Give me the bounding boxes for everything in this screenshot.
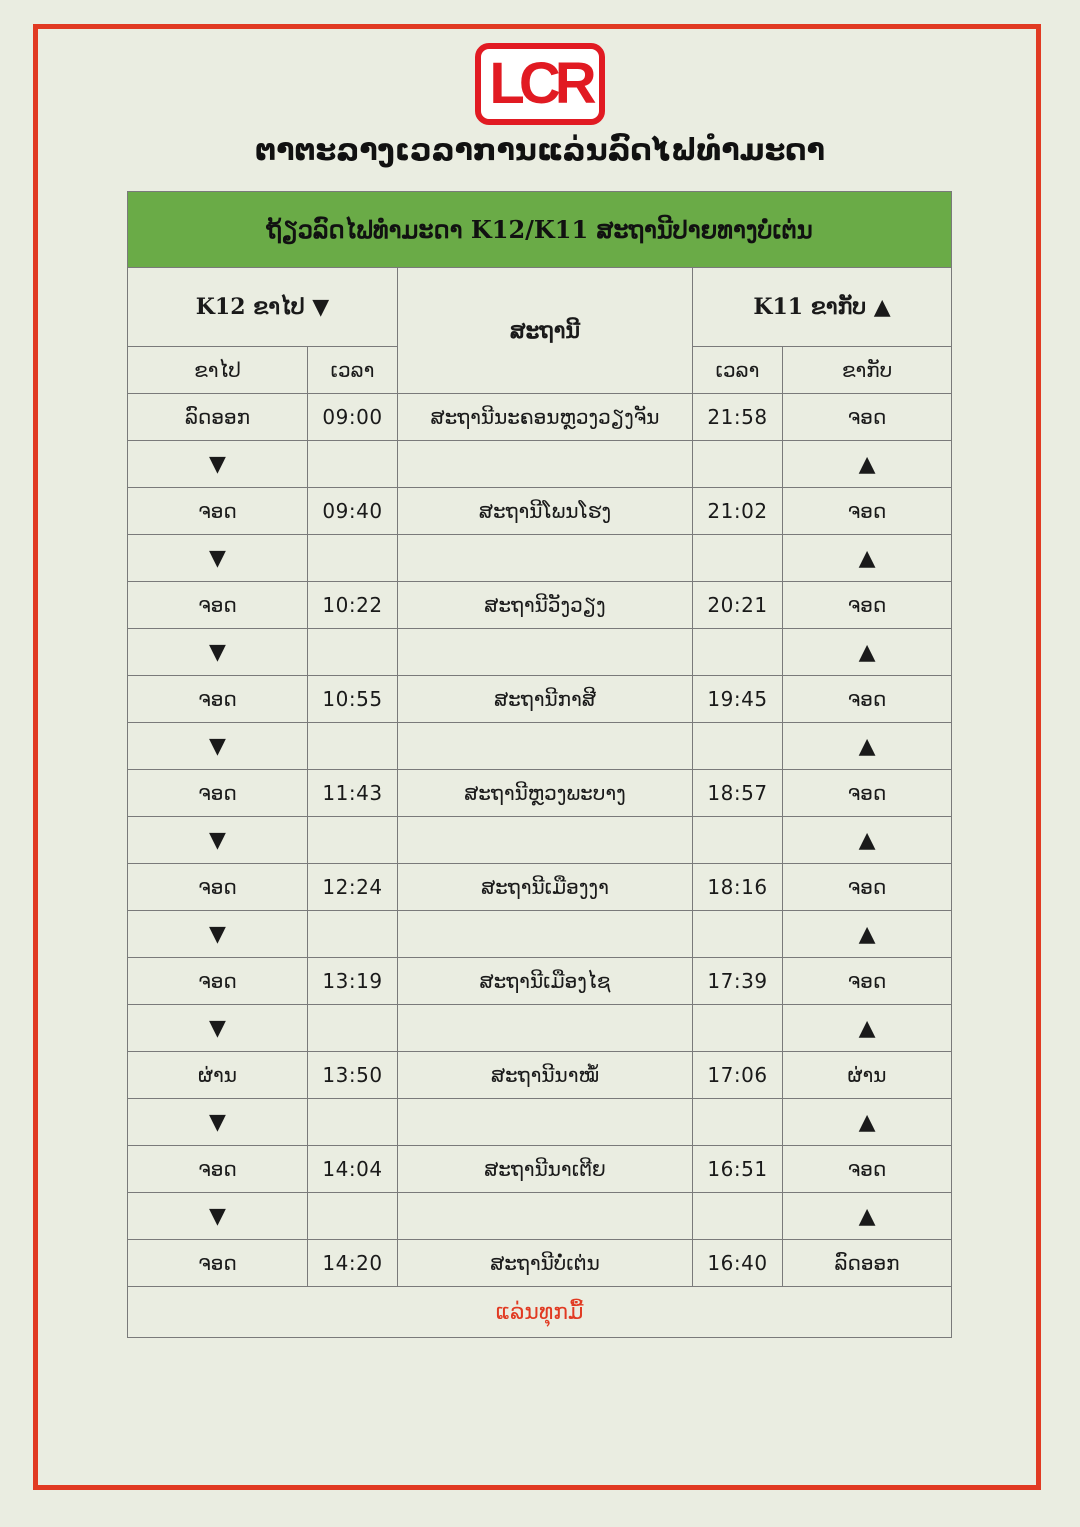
down-arrow-icon: ▼	[128, 1099, 308, 1146]
arrow-row	[128, 911, 952, 958]
k11-time: 17:39	[693, 958, 783, 1005]
station-name: ສະຖານີນາເຕີຍ	[398, 1146, 693, 1193]
k12-time: 14:04	[308, 1146, 398, 1193]
up-arrow-icon: ▲	[783, 1005, 952, 1052]
k12-time: 09:40	[308, 488, 398, 535]
k12-time: 10:22	[308, 582, 398, 629]
k11-status: ຈອດ	[783, 488, 952, 535]
k11-time: 21:58	[693, 394, 783, 441]
k11-status: ຈອດ	[783, 676, 952, 723]
k12-status: ຈອດ	[128, 1146, 308, 1193]
station-header: ສະຖານີ	[398, 268, 693, 394]
empty-cell	[398, 535, 693, 582]
up-arrow-icon: ▲	[783, 723, 952, 770]
daily-note: ແລ່ນທຸກມື້	[128, 1287, 952, 1338]
empty-cell	[398, 1193, 693, 1240]
k11-time-header: ເວລາ	[693, 347, 783, 394]
station-row	[128, 1240, 952, 1287]
empty-cell	[308, 1099, 398, 1146]
up-arrow-icon: ▲	[783, 817, 952, 864]
k12-status: ຈອດ	[128, 676, 308, 723]
down-arrow-icon: ▼	[128, 723, 308, 770]
up-arrow-icon: ▲	[783, 1193, 952, 1240]
k11-time: 18:16	[693, 864, 783, 911]
down-arrow-icon: ▼	[128, 535, 308, 582]
empty-cell	[308, 1193, 398, 1240]
empty-cell	[308, 1005, 398, 1052]
down-arrow-icon: ▼	[128, 817, 308, 864]
arrow-row	[128, 629, 952, 676]
empty-cell	[308, 817, 398, 864]
empty-cell	[398, 817, 693, 864]
k12-time: 13:50	[308, 1052, 398, 1099]
k12-status: ຈອດ	[128, 770, 308, 817]
schedule-table	[127, 191, 952, 1338]
station-row	[128, 864, 952, 911]
up-arrow-icon: ▲	[783, 441, 952, 488]
up-arrow-icon: ▲	[783, 1099, 952, 1146]
arrow-row	[128, 723, 952, 770]
station-row	[128, 1146, 952, 1193]
empty-cell	[308, 441, 398, 488]
page-title: ຕາຕະລາງເວລາການແລ່ນລົດໄຟທຳມະດາ	[255, 133, 825, 168]
footer-row	[128, 1287, 952, 1338]
k12-status: ລົດອອກ	[128, 394, 308, 441]
down-arrow-icon: ▼	[128, 1193, 308, 1240]
k12-header: K12 ຂາໄປ ▼	[128, 268, 398, 347]
empty-cell	[693, 911, 783, 958]
k12-status: ຈອດ	[128, 1240, 308, 1287]
empty-cell	[693, 1005, 783, 1052]
station-row	[128, 770, 952, 817]
k11-time: 21:02	[693, 488, 783, 535]
arrow-row	[128, 535, 952, 582]
empty-cell	[308, 629, 398, 676]
k11-status: ລົດອອກ	[783, 1240, 952, 1287]
empty-cell	[693, 817, 783, 864]
k12-time: 11:43	[308, 770, 398, 817]
station-name: ສະຖານີຫຼວງພະບາງ	[398, 770, 693, 817]
arrow-row	[128, 1099, 952, 1146]
empty-cell	[693, 535, 783, 582]
up-arrow-icon: ▲	[783, 629, 952, 676]
empty-cell	[398, 723, 693, 770]
k12-time: 09:00	[308, 394, 398, 441]
k12-status: ຈອດ	[128, 958, 308, 1005]
k11-status: ຈອດ	[783, 394, 952, 441]
k11-time: 17:06	[693, 1052, 783, 1099]
k12-status-header: ຂາໄປ	[128, 347, 308, 394]
k12-time: 10:55	[308, 676, 398, 723]
station-name: ສະຖານີເມືອງໄຊ	[398, 958, 693, 1005]
station-name: ສະຖານີນາໝໍ້	[398, 1052, 693, 1099]
arrow-row	[128, 441, 952, 488]
k11-time: 19:45	[693, 676, 783, 723]
k11-status: ຈອດ	[783, 770, 952, 817]
empty-cell	[308, 723, 398, 770]
header-row	[128, 268, 952, 347]
station-row	[128, 676, 952, 723]
arrow-row	[128, 817, 952, 864]
empty-cell	[693, 723, 783, 770]
station-name: ສະຖານີເມືອງງາ	[398, 864, 693, 911]
k11-status-header: ຂາກັບ	[783, 347, 952, 394]
k12-time: 13:19	[308, 958, 398, 1005]
k12-status: ຜ່ານ	[128, 1052, 308, 1099]
station-name: ສະຖານີກາສີ	[398, 676, 693, 723]
empty-cell	[693, 629, 783, 676]
station-row	[128, 394, 952, 441]
empty-cell	[398, 1005, 693, 1052]
arrow-row	[128, 1193, 952, 1240]
empty-cell	[693, 1099, 783, 1146]
down-arrow-icon: ▼	[128, 911, 308, 958]
empty-cell	[693, 1193, 783, 1240]
down-arrow-icon: ▼	[128, 441, 308, 488]
station-row	[128, 1052, 952, 1099]
k11-status: ຜ່ານ	[783, 1052, 952, 1099]
station-name: ສະຖານີວັງວຽງ	[398, 582, 693, 629]
empty-cell	[308, 535, 398, 582]
k12-time-header: ເວລາ	[308, 347, 398, 394]
arrow-row	[128, 1005, 952, 1052]
empty-cell	[693, 441, 783, 488]
up-arrow-icon: ▲	[783, 911, 952, 958]
k12-time: 14:20	[308, 1240, 398, 1287]
station-row	[128, 582, 952, 629]
k12-status: ຈອດ	[128, 582, 308, 629]
down-arrow-icon: ▼	[128, 1005, 308, 1052]
k11-time: 16:40	[693, 1240, 783, 1287]
k11-status: ຈອດ	[783, 864, 952, 911]
k11-time: 20:21	[693, 582, 783, 629]
k12-status: ຈອດ	[128, 864, 308, 911]
banner-row	[128, 192, 952, 268]
k12-status: ຈອດ	[128, 488, 308, 535]
station-name: ສະຖານີໂພນໂຮງ	[398, 488, 693, 535]
lcr-logo	[475, 43, 605, 125]
empty-cell	[398, 629, 693, 676]
logo-text: LCR	[489, 51, 591, 116]
route-banner: ຖ້ຽວລົດໄຟທຳມະດາ K12/K11 ສະຖານີປາຍທາງບໍ່ເຕ່ນ	[128, 192, 952, 268]
station-row	[128, 958, 952, 1005]
k11-status: ຈອດ	[783, 1146, 952, 1193]
down-arrow-icon: ▼	[128, 629, 308, 676]
empty-cell	[398, 911, 693, 958]
station-row	[128, 488, 952, 535]
up-arrow-icon: ▲	[783, 535, 952, 582]
empty-cell	[398, 1099, 693, 1146]
station-name: ສະຖານີນະຄອນຫຼວງວຽງຈັນ	[398, 394, 693, 441]
k11-time: 18:57	[693, 770, 783, 817]
k12-time: 12:24	[308, 864, 398, 911]
k11-status: ຈອດ	[783, 582, 952, 629]
empty-cell	[398, 441, 693, 488]
k11-header: K11 ຂາກັບ ▲	[693, 268, 952, 347]
k11-status: ຈອດ	[783, 958, 952, 1005]
empty-cell	[308, 911, 398, 958]
station-name: ສະຖານີບໍ່ເຕ່ນ	[398, 1240, 693, 1287]
k11-time: 16:51	[693, 1146, 783, 1193]
